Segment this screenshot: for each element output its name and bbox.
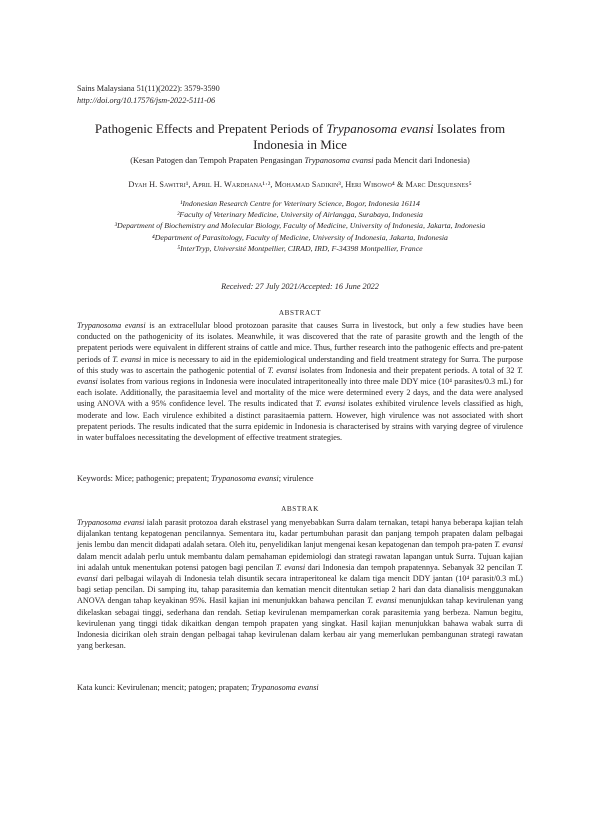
keywords-suffix: ; virulence [278, 474, 314, 483]
abstrak-text-3: dari Indonesia dan tempoh prapatennya. Sebanyak 32 pencilan [305, 562, 518, 572]
title-part-2: Isolates from Indonesia in Mice [253, 121, 506, 152]
affiliation-list [70, 198, 530, 254]
keywords-species: Trypanosoma evansi [211, 474, 279, 483]
abstract-text-3: isolates from Indonesia and their prepatent periods. A total of 32 [297, 365, 518, 375]
abstract-body [77, 320, 523, 443]
abstract-species-4: T. evansi [77, 365, 524, 387]
author-list: Dyah H. Sawitri¹, April H. Wardhana¹·², Mohamad Sadikin³, Heri Wibowo⁴ & Marc Desquesnes⁵ [128, 180, 472, 189]
abstrak-text-2: dalam mencit adalah perlu untuk membantu dalam pemahaman epidemiologi dan strategi rawatan lapangan untuk Surra. Tujuan kajian ini adalah untuk menentukan potensi patogen bagi pencilan [77, 551, 523, 572]
journal-header [77, 83, 220, 107]
abstract-species-5: T. evansi [315, 399, 346, 409]
affiliation-2: ²Faculty of Veterinary Medicine, University of Airlangga, Surabaya, Indonesia [177, 210, 423, 220]
abstract-text-5: isolates exhibited virulence levels classified as high, moderate and low. Each virulence exhibited a distinct parasitaemia pattern. However, high virulence was not associated with short prepatent periods. The results indicated that the surra epidemic in Indonesia is characterised by strains with varying degree of virulence in water buffaloes necessitating the development of effective treatment strategies. [77, 399, 523, 443]
abstract-species-lead: Trypanosoma evansi [77, 321, 146, 330]
abstrak-species-lead: Trypanosoma evansi [77, 518, 145, 527]
affiliation-3: ³Department of Biochemistry and Molecular Biology, Faculty of Medicine, University of Indonesia, Jakarta, Indonesia [114, 221, 486, 231]
doi-link[interactable]: http://doi.org/10.17576/jsm-2022-5111-06 [77, 96, 216, 105]
keywords [77, 474, 523, 483]
received-accepted-dates: Received: 27 July 2021/Accepted: 16 June 2022 [221, 282, 379, 291]
abstrak-species-5: T. evansi [367, 596, 397, 606]
abstract-text-4: isolates from various regions in Indonesia were inoculated intraperitoneally into three male DDY mice (10⁴ parasites/0.3 mL) for each isolate. Additionally, the parasitaemia level and mortality of the mice were determined every 2 days, and the data were analysed using ANOVA with a 95% confidence level. The results indicated that [77, 377, 523, 409]
keywords-prefix: Keywords: Mice; pathogenic; prepatent; [77, 474, 212, 483]
abstract-species-3: T. evansi [267, 365, 298, 375]
abstrak-text-4: dari pelbagai wilayah di Indonesia telah disuntik secara intraperitoneal ke dalam tiga mencit DDY jantan (10⁴ parasit/0.3 mL) bagi setiap pencilan. Di samping itu, tahap parasitemia dan kematian mencit ditentukan setiap 2 hari dan data dianalisis menggunakan ANOVA dengan tahap keyakinan 95%. Hasil kajian ini menunjukkan bahawa pencilan [77, 574, 523, 606]
abstrak-heading: ABSTRAK [281, 505, 319, 513]
subtitle-species: Trypanosoma cvansi [304, 156, 374, 165]
title-part-1: Pathogenic Effects and Prepatent Periods of [94, 121, 327, 136]
abstrak-species-2: T. evansi [494, 540, 524, 550]
kata-kunci-prefix: Kata kunci: Kevirulenan; mencit; patogen; prapaten; [77, 683, 252, 692]
abstrak-body [77, 517, 523, 651]
paper-title [70, 121, 530, 153]
subtitle-part-2: pada Mencit dari Indonesia) [373, 156, 470, 165]
kata-kunci [77, 683, 523, 692]
paper-subtitle [60, 155, 540, 166]
abstrak-species-3: T. evansi [275, 562, 306, 572]
affiliation-1: ¹Indonesian Research Centre for Veterinary Science, Bogor, Indonesia 16114 [180, 199, 420, 208]
affiliation-4: ⁴Department of Parasitology, Faculty of Medicine, University of Indonesia, Jakarta, Indonesia [152, 232, 448, 242]
title-species: Trypanosoma evansi [326, 121, 434, 136]
affiliation-5: ⁵InterTryp, Université Montpellier, CIRAD, IRD, F-34398 Montpellier, France [177, 243, 423, 253]
abstract-heading: ABSTRACT [278, 309, 322, 317]
abstract-text-1: is an extracellular blood protozoan parasite that causes Surra in livestock, but only a few studies have been conducted on the pathogenicity of its isolates. Meanwhile, it was discovered that the rate of parasite growth and the length of the prepatent periods were equivalent in different strains of cattle and mice. Thus, further research into the pathogenic effects and pre-patent periods of [77, 321, 523, 364]
abstract-species-2: T. evansi [112, 354, 142, 364]
abstrak-species-4: T. evansi [77, 562, 524, 584]
kata-kunci-species: Trypanosoma evansi [251, 683, 319, 692]
abstrak-text-1: ialah parasit protozoa darah ekstrasel yang menyebabkan Surra dalam ternakan, tetapi hanya beberapa kajian telah dijalankan tentang kepatogenan pencilannya. Sementara itu, kadar pertumbuhan parasit dan panjang tempoh prapaten dalam pelbagai jenis lembu dan mencit didapati adalah setara. Oleh itu, penyelidikan lanjut mengenai kesan kepatogenan dan tempoh pra-paten [77, 518, 523, 550]
journal-citation: Sains Malaysiana 51(11)(2022): 3579-3590 [77, 84, 220, 93]
abstrak-text-5: menunjukkan tahap kevirulenan yang dikelaskan sebagai tinggi, sederhana dan rendah. Setiap kevirulenan mempamerkan corak parasitemia yang berbeza. Namun begitu, kevirulenan yang tinggi tidak dikaitkan dengan tempoh prapaten yang singkat. Hasil kajian menunjukkan bahawa wabak surra di Indonesia dicirikan oleh strain dengan pelbagai tahap kevirulenan dalam kerbau air yang memerlukan pembangunan strategi rawatan yang berkesan. [77, 596, 524, 651]
subtitle-part-1: (Kesan Patogen dan Tempoh Prapaten Pengasingan [130, 156, 305, 165]
abstract-text-2: in mice is necessary to aid in the epidemiological understanding and field treatment strategy for Surra. The purpose of this study was to ascertain the pathogenic potential of [77, 354, 524, 375]
